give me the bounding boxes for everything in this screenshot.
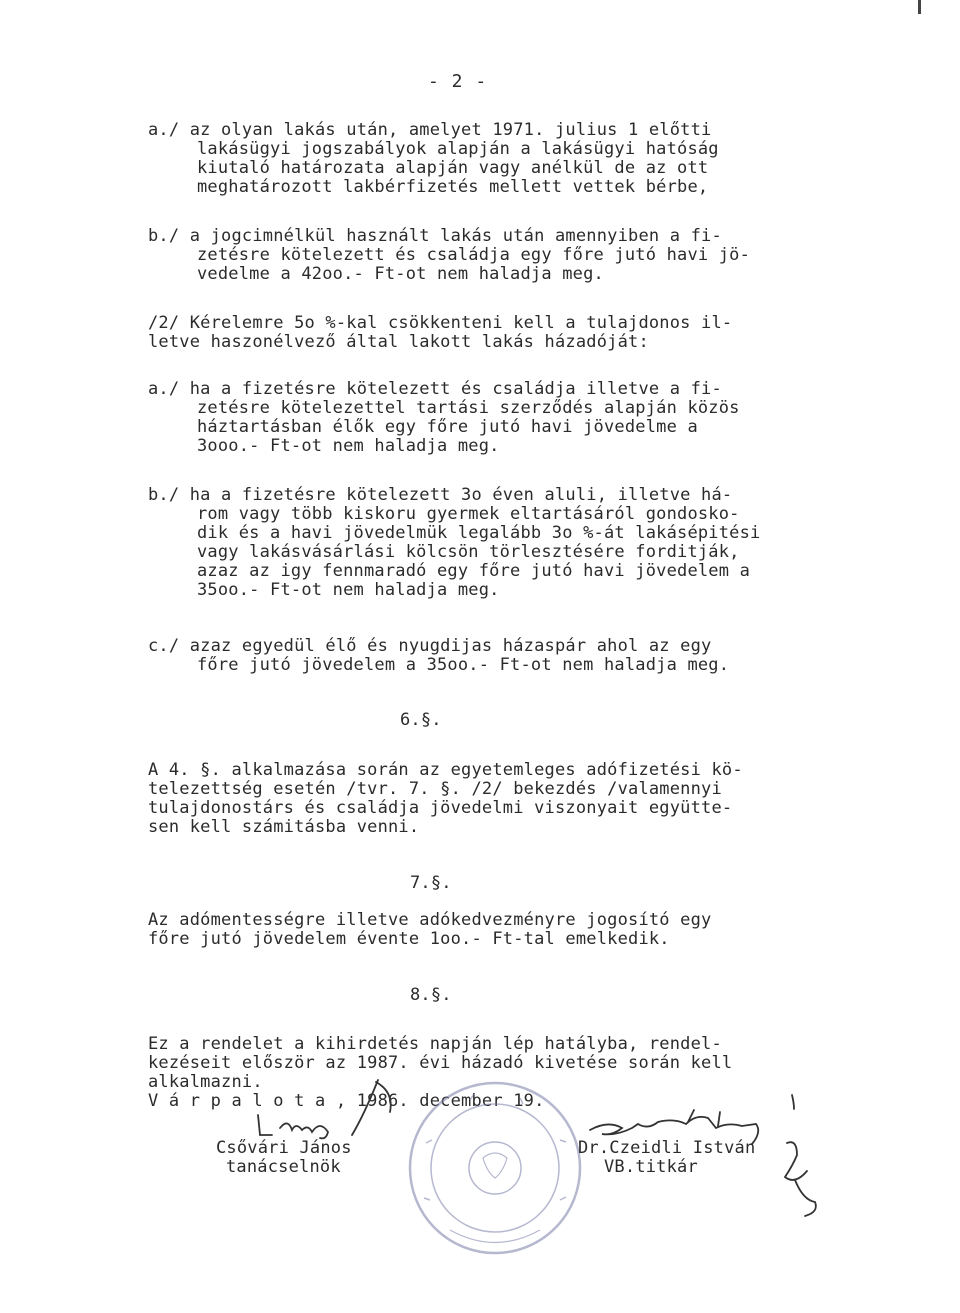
text-line: A 4. §. alkalmazása során az egyetemleges adófizetési kö- — [148, 760, 743, 780]
text-line: lakásügyi jogszabályok alapján a lakásügyi hatóság — [197, 139, 719, 159]
text-line: 3ooo.- Ft-ot nem haladja meg. — [197, 436, 500, 456]
text-line: zetésre kötelezettel tartási szerződés alapján közös — [197, 398, 740, 418]
text-line: tulajdonostárs és családja jövedelmi viszonyait együtte- — [148, 798, 733, 818]
text-line: alkalmazni. — [148, 1072, 263, 1092]
text-line: telezettség esetén /tvr. 7. §. /2/ bekezdés /valamennyi — [148, 779, 722, 799]
text-line: a./ az olyan lakás után, amelyet 1971. julius 1 előtti — [148, 120, 712, 140]
text-line: rom vagy több kiskoru gyermek eltartásáról gondosko- — [197, 504, 740, 524]
text-line: sen kell számitásba venni. — [148, 817, 420, 837]
text-line: főre jutó jövedelem a 35oo.- Ft-ot nem haladja meg. — [197, 655, 730, 675]
page-number: - 2 - — [428, 71, 488, 92]
text-line: b./ ha a fizetésre kötelezett 3o éven aluli, illetve há- — [148, 485, 733, 505]
text-line: főre jutó jövedelem évente 1oo.- Ft-tal emelkedik. — [148, 929, 670, 949]
section-7-heading: 7.§. — [410, 873, 452, 893]
left-signatory-name: Csővári János — [216, 1138, 352, 1158]
text-line: a./ ha a fizetésre kötelezett és családja illetve a fi- — [148, 379, 722, 399]
place-date-line: V á r p a l o t a , 1986. december 19. — [148, 1091, 545, 1111]
text-line: azaz az igy fennmaradó egy főre jutó havi jövedelem a — [197, 561, 751, 581]
text-line: kezéseit először az 1987. évi házadó kivetése során kell — [148, 1053, 733, 1073]
text-line: Az adómentességre illetve adókedvezményre jogosító egy — [148, 910, 712, 930]
text-line: zetésre kötelezett és családja egy főre jutó havi jö- — [197, 245, 751, 265]
section-6-heading: 6.§. — [400, 710, 442, 730]
text-line: vagy lakásvásárlási kölcsön törlesztésére forditják, — [197, 542, 740, 562]
right-signatory-title: VB.titkár — [604, 1157, 698, 1177]
text-line: vedelme a 42oo.- Ft-ot nem haladja meg. — [197, 264, 604, 284]
text-line: c./ azaz egyedül élő és nyugdijas házaspár ahol az egy — [148, 636, 712, 656]
text-line: letve haszonélvező által lakott lakás házadóját: — [148, 332, 649, 352]
text-line: háztartásban élők egy főre jutó havi jövedelme a — [197, 417, 698, 437]
text-line: 35oo.- Ft-ot nem haladja meg. — [197, 580, 500, 600]
left-signatory-title: tanácselnök — [226, 1157, 341, 1177]
text-line: Ez a rendelet a kihirdetés napján lép hatályba, rendel- — [148, 1034, 722, 1054]
right-signatory-name: Dr.Czeidli István — [578, 1138, 756, 1158]
section-8-heading: 8.§. — [410, 985, 452, 1005]
text-line: b./ a jogcimnélkül használt lakás után amennyiben a fi- — [148, 226, 722, 246]
text-line: dik és a havi jövedelmük legalább 3o %-át lakásépitési — [197, 523, 761, 543]
text-line: /2/ Kérelemre 5o %-kal csökkenteni kell a tulajdonos il- — [148, 313, 733, 333]
text-line: meghatározott lakbérfizetés mellett vettek bérbe, — [197, 177, 709, 197]
text-line: kiutaló határozata alapján vagy anélkül de az ott — [197, 158, 709, 178]
